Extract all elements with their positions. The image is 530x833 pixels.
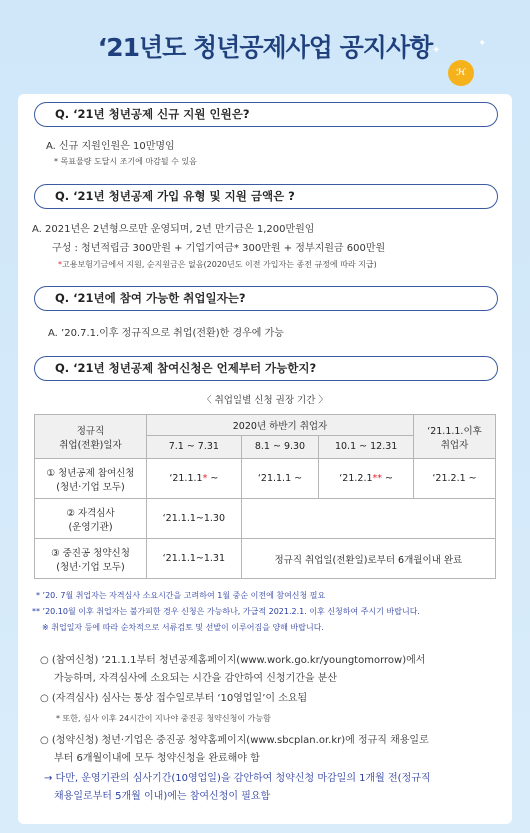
- bullet-review: ○ (자격심사) 심사는 통상 접수일로부터 ‘10영업일’이 소요됨: [40, 693, 308, 704]
- bullet-note: → 다만, 운영기관의 심사기간(10영업일)을 감안하여 청약신청 마감일의 1개월 전(정규직: [44, 773, 431, 784]
- answer-1: A. 신규 지원인원은 10만명임: [46, 141, 175, 152]
- row-subscribe-period: ‘21.1.1~1.31: [147, 539, 242, 579]
- question-1: Q. ‘21년 청년공제 신규 지원 인원은?: [34, 102, 498, 127]
- row-apply-oct: ‘21.2.1** ~: [319, 459, 414, 499]
- footnote-2: ** ’20.10월 이후 취업자는 불가피한 경우 신청은 가능하나, 가급적 2021.2.1. 이후 신청하여 주시기 바랍니다.: [32, 607, 420, 616]
- faq-card: [18, 94, 512, 824]
- bullet-apply: ○ (참여신청) ’21.1.1부터 청년공제홈페이지(www.work.go.kr/youngtomorrow)에서: [40, 655, 426, 666]
- header-employment-date: 정규직 취업(전환)일자: [35, 415, 147, 459]
- answer-2-line1: A. 2021년은 2년형으로만 운영되며, 2년 만기금은 1,200만원임: [32, 224, 315, 235]
- page-title: ‘21년도 청년공제사업 공지사항: [97, 33, 433, 62]
- footnote-1: * ’20. 7월 취업자는 자격심사 소요시간을 고려하여 1월 중순 이전에 참여신청 필요: [36, 591, 326, 600]
- row-review-empty: [241, 499, 495, 539]
- answer-2-note: *고용보험기금에서 지원, 순지원금은 없음(2020년도 이전 가입자는 종전 규정에 따라 지급): [58, 260, 377, 269]
- col-jul: 7.1 ~ 7.31: [147, 435, 242, 458]
- row-subscribe-note: 정규직 취업일(전환일)로부터 6개월이내 완료: [241, 539, 495, 579]
- table-caption: 〈 취업일별 신청 권장 기간 〉: [202, 395, 328, 406]
- row-review-label: ② 자격심사 (운영기관): [35, 499, 147, 539]
- bullet-subscribe-cont: 부터 6개월이내에 모두 청약신청을 완료해야 함: [54, 753, 260, 764]
- row-apply-label: ① 청년공제 참여신청 (청년·기업 모두): [35, 459, 147, 499]
- schedule-table: [34, 414, 496, 579]
- answer-3: A. ’20.7.1.이후 정규직으로 취업(전환)한 경우에 가능: [48, 328, 284, 339]
- row-subscribe-label: ③ 중진공 청약신청 (청년·기업 모두): [35, 539, 147, 579]
- bullet-apply-cont: 가능하며, 자격심사에 소요되는 시간을 감안하여 신청기간을 분산: [54, 673, 338, 684]
- question-3: Q. ‘21년에 참여 가능한 취업일자는?: [34, 286, 498, 311]
- answer-2-line2: 구성 : 청년적립금 300만원 + 기업기여금* 300만원 + 정부지원금 600만원: [52, 243, 386, 254]
- footnote-3: ※ 취업일자 등에 따라 순차적으로 서류검토 및 선발이 이루어짐을 양해 바랍니다.: [42, 623, 324, 632]
- question-4: Q. ‘21년 청년공제 참여신청은 언제부터 가능한지?: [34, 356, 498, 381]
- row-apply-2021: ‘21.2.1 ~: [414, 459, 496, 499]
- row-apply-aug: ‘21.1.1 ~: [241, 459, 319, 499]
- bullet-note-cont: 채용일로부터 5개월 이내)에는 참여신청이 필요함: [54, 791, 271, 802]
- header-2020: 2020년 하반기 취업자: [147, 415, 414, 436]
- row-apply-jul: ‘21.1.1* ~: [147, 459, 242, 499]
- col-aug-sep: 8.1 ~ 9.30: [241, 435, 319, 458]
- bullet-subscribe: ○ (청약신청) 청년·기업은 중진공 청약홈페이지(www.sbcplan.or.kr)에 정규직 채용일로: [40, 735, 429, 746]
- row-review-period: ‘21.1.1~1.30: [147, 499, 242, 539]
- answer-1-note: * 목표물량 도달시 조기에 마감될 수 있음: [54, 157, 197, 166]
- bullet-review-note: * 또한, 심사 이후 24시간이 지나야 중진공 청약신청이 가능함: [56, 714, 271, 723]
- col-oct-dec: 10.1 ~ 12.31: [319, 435, 414, 458]
- sparkle-icon: ✦: [478, 38, 487, 49]
- sparkle-icon: ✦: [432, 45, 441, 56]
- question-2: Q. ‘21년 청년공제 가입 유형 및 지원 금액은 ?: [34, 184, 498, 209]
- logo-badge: ℋ: [448, 60, 474, 86]
- header-2021: ‘21.1.1.이후 취업자: [414, 415, 496, 459]
